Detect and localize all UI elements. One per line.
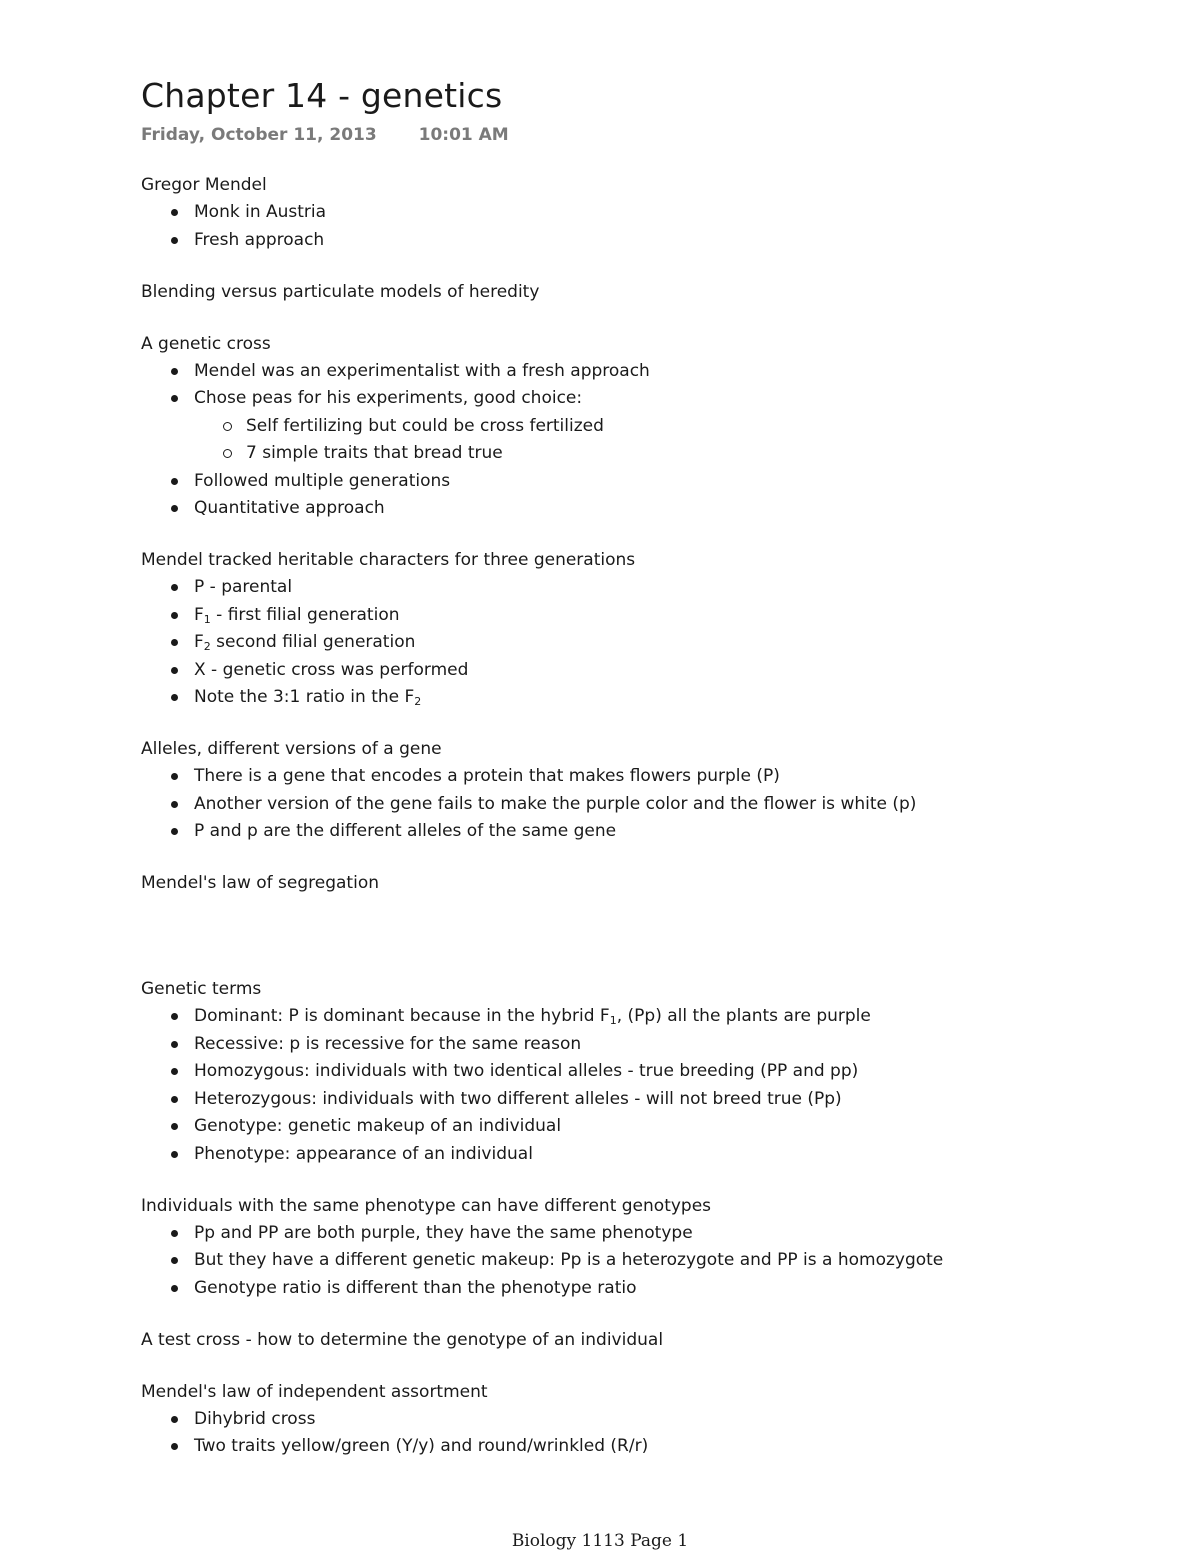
bullet-item: [141, 1277, 1141, 1299]
bullet-text: P and p are the different alleles of the same gene: [194, 821, 617, 841]
subscript: 1: [203, 612, 211, 626]
bullet-item: [141, 1060, 1141, 1082]
note-time: 10:01 AM: [418, 125, 509, 145]
note-section: [141, 281, 1141, 303]
note-section: [141, 978, 1141, 1165]
bullet-text: Phenotype: appearance of an individual: [194, 1143, 533, 1164]
bullet-text-continued: - first filial generation: [210, 604, 400, 625]
bullet-text: Recessive: p is recessive for the same reason: [194, 1033, 582, 1054]
section-heading: Mendel tracked heritable characters for three generations: [141, 550, 636, 570]
section-heading: Mendel's law of independent assortment: [141, 1381, 488, 1402]
bullet-text: Dominant: P is dominant because in the hybrid F: [194, 1006, 610, 1026]
bullet-text: 7 simple traits that bread true: [246, 443, 503, 463]
sub-bullet-item: [141, 442, 1141, 464]
subscript: 2: [203, 640, 211, 653]
note-page: [141, 74, 1141, 1463]
sub-bullet-item: [141, 415, 1141, 437]
bullet-text: Genotype ratio is different than the phenotype ratio: [194, 1277, 637, 1298]
bullet-item: [141, 686, 1141, 708]
bullet-text: Followed multiple generations: [194, 470, 451, 491]
note-body: [141, 174, 1141, 1457]
bullet-text: Homozygous: individuals with two identical alleles - true breeding (PP and pp): [194, 1061, 859, 1081]
bullet-item: [141, 576, 1141, 598]
bullet-list: [141, 201, 1141, 251]
bullet-text: Mendel was an experimentalist with a fresh approach: [194, 360, 650, 381]
bullet-item: [141, 1222, 1141, 1244]
bullet-text-continued: second filial generation: [210, 632, 416, 652]
note-section: [141, 333, 1141, 520]
note-section: [141, 872, 1141, 894]
bullet-text: But they have a different genetic makeup: Pp is a heterozygote and PP is a homozygote: [194, 1250, 944, 1270]
bullet-list: [141, 1408, 1141, 1458]
bullet-item: [141, 1249, 1141, 1271]
bullet-item: [141, 1005, 1141, 1027]
section-heading: Alleles, different versions of a gene: [141, 739, 442, 759]
bullet-text: F: [194, 632, 204, 652]
bullet-list: [141, 1222, 1141, 1299]
section-heading: Genetic terms: [141, 979, 262, 999]
bullet-item: [141, 604, 1141, 626]
bullet-item: [141, 360, 1141, 382]
bullet-item: [141, 1143, 1141, 1165]
bullet-item: [141, 201, 1141, 223]
bullet-list: [141, 1005, 1141, 1165]
section-heading: Individuals with the same phenotype can have different genotypes: [141, 1195, 712, 1216]
bullet-list: [141, 360, 1141, 520]
bullet-item: [141, 765, 1141, 787]
bullet-item: [141, 1033, 1141, 1055]
bullet-text: Monk in Austria: [194, 202, 327, 222]
bullet-text: Note the 3:1 ratio in the F: [194, 687, 415, 707]
bullet-item: [141, 659, 1141, 681]
note-metadata: [141, 124, 1141, 146]
bullet-item: [141, 470, 1141, 492]
bullet-text: Another version of the gene fails to make the purple color and the flower is white (p): [194, 793, 917, 814]
bullet-text: Genotype: genetic makeup of an individual: [194, 1116, 562, 1136]
bullet-item: [141, 793, 1141, 815]
bullet-item: [141, 1408, 1141, 1430]
note-section: [141, 174, 1141, 251]
bullet-item: [141, 1088, 1141, 1110]
bullet-text: Quantitative approach: [194, 498, 385, 518]
bullet-item: [141, 497, 1141, 519]
section-heading: Mendel's law of segregation: [141, 873, 379, 893]
note-date: Friday, October 11, 2013: [141, 125, 377, 145]
section-heading: Gregor Mendel: [141, 175, 267, 195]
bullet-item: [141, 820, 1141, 842]
bullet-text: Pp and PP are both purple, they have the same phenotype: [194, 1222, 693, 1243]
bullet-text-continued: , (Pp) all the plants are purple: [616, 1006, 871, 1026]
bullet-item: [141, 229, 1141, 251]
bullet-text: Chose peas for his experiments, good choice:: [194, 388, 583, 408]
bullet-item: [141, 631, 1141, 653]
bullet-list: [141, 576, 1141, 708]
bullet-text: P - parental: [194, 577, 293, 597]
subscript: 2: [414, 695, 422, 708]
note-section: [141, 1381, 1141, 1458]
note-section: [141, 1195, 1141, 1299]
note-section: [141, 1329, 1141, 1351]
bullet-list: [141, 765, 1141, 842]
bullet-text: F: [194, 604, 204, 625]
bullet-text: Two traits yellow/green (Y/y) and round/wrinkled (R/r): [194, 1436, 649, 1456]
bullet-item: [141, 1115, 1141, 1137]
bullet-text: There is a gene that encodes a protein that makes flowers purple (P): [194, 766, 780, 786]
bullet-text: Self fertilizing but could be cross fertilized: [246, 415, 604, 436]
section-heading: Blending versus particulate models of heredity: [141, 281, 540, 302]
section-heading: A genetic cross: [141, 333, 271, 354]
bullet-text: Heterozygous: individuals with two different alleles - will not breed true (Pp): [194, 1088, 842, 1109]
note-section: [141, 549, 1141, 708]
bullet-text: X - genetic cross was performed: [194, 659, 469, 680]
bullet-item: [141, 387, 1141, 409]
section-heading: A test cross - how to determine the genotype of an individual: [141, 1329, 664, 1350]
page-footer: Biology 1113 Page 1: [511, 1531, 689, 1551]
bullet-text: Fresh approach: [194, 229, 325, 250]
note-section: [141, 738, 1141, 842]
page-title: Chapter 14 - genetics: [141, 76, 503, 115]
bullet-text: Dihybrid cross: [194, 1408, 316, 1429]
subscript: 1: [609, 1014, 617, 1027]
bullet-item: [141, 1435, 1141, 1457]
